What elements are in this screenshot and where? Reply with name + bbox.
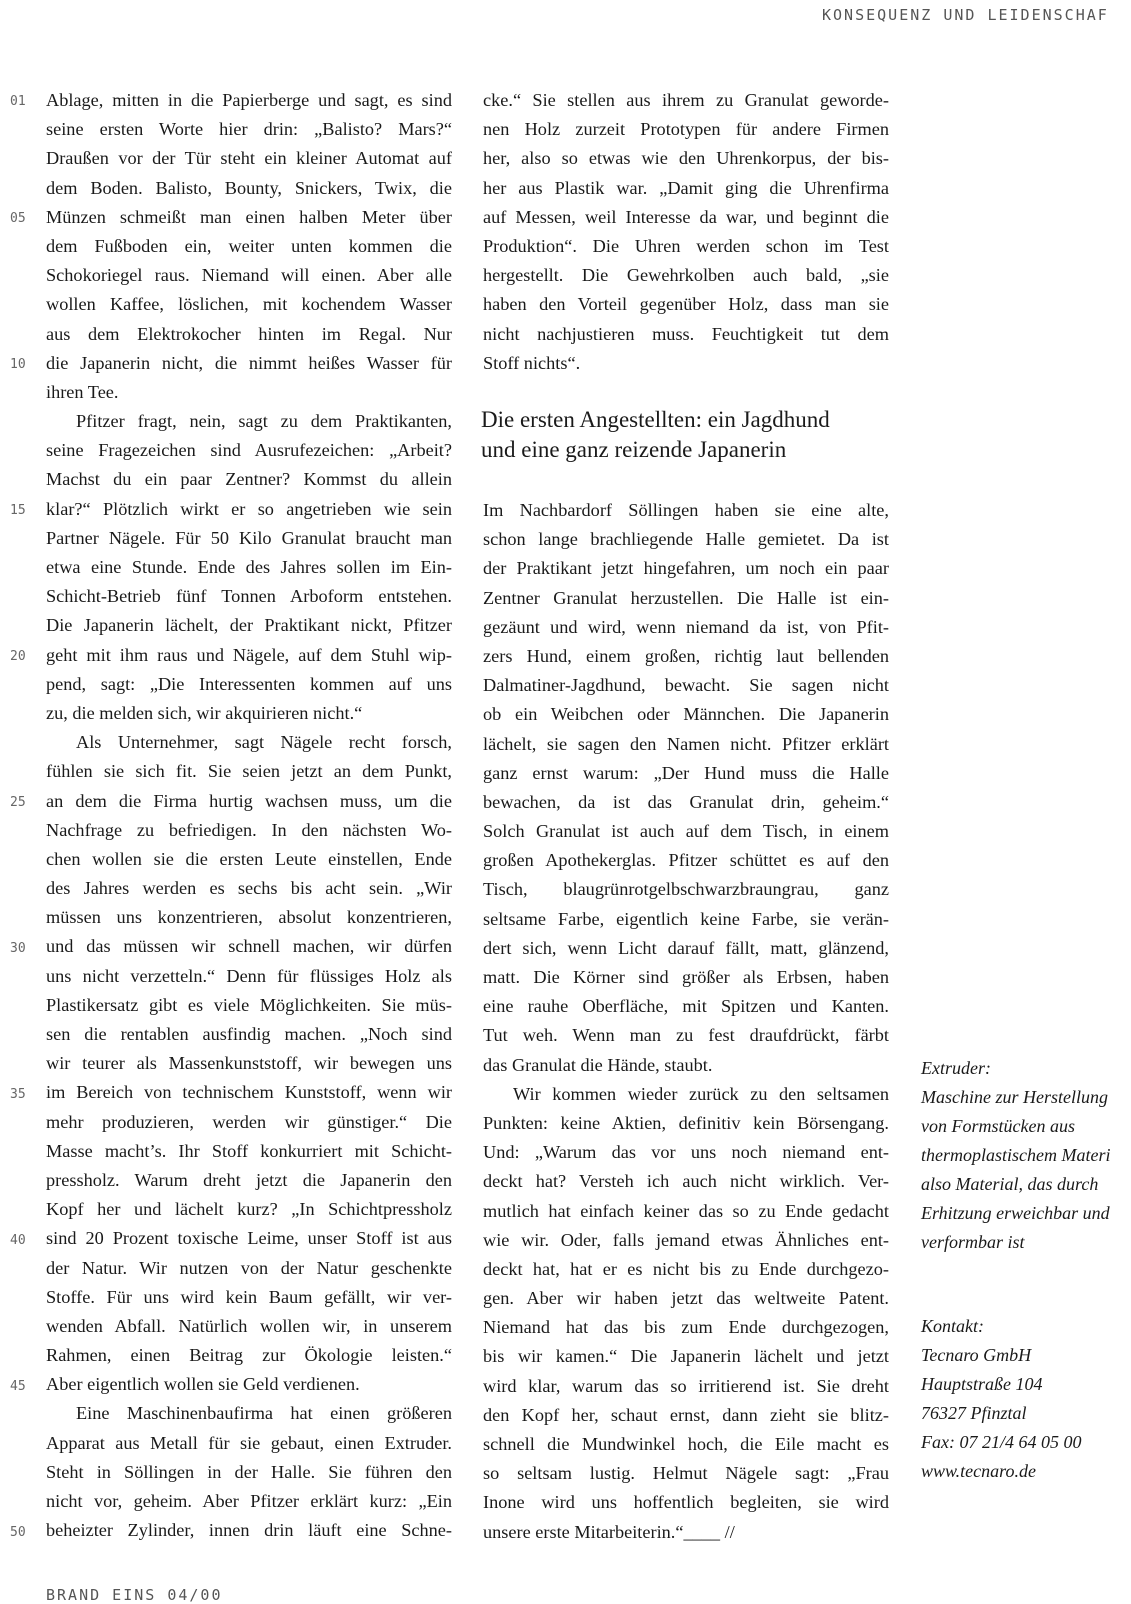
text-line: etwa eine Stunde. Ende des Jahres sollen im Ein- (46, 557, 452, 577)
text-line: Die Japanerin lächelt, der Praktikant nickt, Pfitzer (46, 615, 452, 636)
sidebar-line: verformbar ist (921, 1232, 1025, 1252)
sidebar-line: Erhitzung erweichbar und (921, 1203, 1110, 1223)
text-line: Schokoriegel raus. Niemand will einen. Aber alle (46, 265, 452, 286)
text-line: Zentner Granulat herzustellen. Die Halle ist ein- (483, 587, 889, 608)
text-line: Solch Granulat ist auch auf dem Tisch, in einem (483, 821, 889, 842)
text-line: chen wollen sie die ersten Leute einstellen, Ende (46, 848, 452, 869)
text-line: schon lange brachliegende Halle gemietet. Da ist (483, 529, 889, 550)
sidebar-line: von Formstücken aus (921, 1116, 1075, 1136)
text-line: auf Messen, weil Interesse da war, und beginnt die (483, 206, 889, 227)
sidebar-line: Fax: 07 21/4 64 05 00 (921, 1432, 1082, 1452)
text-line: Inone wird uns hoffentlich begleiten, sie wird (483, 1492, 889, 1513)
text-line: Stoffe. Für uns wird kein Baum gefällt, wir ver- (46, 1286, 452, 1307)
text-line: nicht nachjustieren muss. Feuchtigkeit tut dem (483, 323, 889, 344)
text-line: Partner Nägele. Für 50 Kilo Granulat braucht man (46, 527, 452, 548)
article-column-left (46, 86, 452, 1545)
text-line: aus dem Elektrokocher hinten im Regal. Nur (46, 323, 452, 344)
text-line: bis wir kamen.“ Die Japanerin lächelt und jetzt (483, 1346, 889, 1367)
text-line: ihren Tee. (46, 381, 119, 402)
text-line: Niemand hat das bis zum Ende durchgezogen, (483, 1317, 889, 1338)
text-line: Aber eigentlich wollen sie Geld verdienen. (46, 1374, 360, 1395)
line-number: 10 (10, 357, 26, 372)
text-line: Draußen vor der Tür steht ein kleiner Automat auf (46, 148, 452, 169)
text-line: des Jahres werden es sechs bis acht sein. „Wir (46, 878, 452, 899)
sidebar-contact-info (921, 1312, 1131, 1486)
text-line: dert sich, wenn Licht darauf fällt, matt, glänzend, (483, 937, 889, 958)
text-line: den Kopf her, schaut ernst, dann zieht sie blitz- (483, 1404, 889, 1425)
page-footer: BRAND EINS 04/00 (46, 1586, 223, 1604)
text-line: fühlen sie sich fit. Sie seien jetzt an dem Punkt, (46, 761, 452, 782)
sidebar-line: www.tecnaro.de (921, 1461, 1036, 1481)
text-line: Stoff nichts“. (483, 352, 581, 373)
text-line: Schicht-Betrieb fünf Tonnen Arboform entstehen. (46, 586, 452, 607)
text-line: Nachfrage zu befriedigen. In den nächsten Wo- (46, 819, 452, 840)
text-line: gezäunt und wird, wenn niemand da ist, von Pfit- (483, 616, 889, 637)
line-number-gutter (0, 0, 40, 1600)
sidebar-line: Extruder: (921, 1058, 991, 1078)
text-line: zu, die melden sich, wir akquirieren nicht.“ (46, 702, 363, 723)
text-line: Dalmatiner-Jagdhund, bewacht. Sie sagen nicht (483, 675, 889, 696)
text-line: die Japanerin nicht, die nimmt heißes Wasser für (46, 352, 452, 373)
line-number: 50 (10, 1525, 26, 1540)
line-number: 15 (10, 503, 26, 518)
text-line: Punkten: keine Aktien, definitiv kein Börsengang. (483, 1112, 889, 1133)
article-column-right-top (483, 86, 889, 378)
text-line: wie wir. Oder, falls jemand etwas Ähnliches ent- (483, 1229, 889, 1250)
text-line: das Granulat die Hände, staubt. (483, 1054, 713, 1075)
text-line: klar?“ Plötzlich wirkt er so angetrieben wie sein (46, 498, 452, 519)
sidebar-line: Hauptstraße 104 (921, 1374, 1043, 1394)
subheading-line: und eine ganz reizende Japanerin (481, 437, 787, 462)
text-line: Apparat aus Metall für sie gebaut, einen Extruder. (46, 1432, 452, 1453)
text-line: lächelt, sie sagen den Namen nicht. Pfitzer erklärt (483, 733, 889, 754)
text-line: Tisch, blaugrünrotgelbschwarzbraungrau, ganz (483, 879, 889, 900)
text-line: nen Holz zurzeit Prototypen für andere Firmen (483, 119, 889, 140)
line-number: 40 (10, 1233, 26, 1248)
sidebar-line: Kontakt: (921, 1316, 984, 1336)
text-line: Pfitzer fragt, nein, sagt zu dem Praktikanten, (76, 411, 452, 432)
text-line: deckt hat? Versteh ich auch nicht wirklich. Ver- (483, 1171, 889, 1192)
text-line: zers Hund, einem großen, richtig laut bellenden (483, 645, 889, 666)
text-line: sen die rentablen ausfindig machen. „Noch sind (46, 1024, 452, 1044)
text-line: Tut weh. Wenn man zu fest draufdrückt, färbt (483, 1025, 889, 1046)
article-column-right-bottom (483, 496, 889, 1547)
text-line: mutlich hat einfach keiner das so zu Ende gedacht (483, 1200, 889, 1221)
text-line: Machst du ein paar Zentner? Kommst du allein (46, 469, 452, 490)
text-line: Und: „Warum das vor uns noch niemand ent- (483, 1142, 889, 1163)
text-line: geht mit ihm raus und Nägele, auf dem Stuhl wip- (46, 644, 452, 665)
running-header: KONSEQUENZ UND LEIDENSCHAF (822, 6, 1109, 24)
line-number: 01 (10, 94, 26, 109)
text-line: gen. Aber wir haben jetzt das weltweite Patent. (483, 1288, 889, 1309)
line-number: 25 (10, 795, 26, 810)
text-line: Kopf her und lächelt kurz? „In Schichtpressholz (46, 1199, 452, 1220)
text-line: Steht in Söllingen in der Halle. Sie führen den (46, 1461, 452, 1482)
text-line: wenden Abfall. Natürlich wollen wir, in unserem (46, 1315, 452, 1336)
text-line: mehr produzieren, werden wir günstiger.“ Die (46, 1111, 452, 1132)
text-line: haben den Vorteil gegenüber Holz, dass man sie (483, 294, 889, 315)
text-line: so seltsam lustig. Helmut Nägele sagt: „Frau (483, 1463, 889, 1484)
text-line: der Praktikant jetzt hingefahren, um noch ein paar (483, 558, 889, 579)
sidebar-line: also Material, das durch (921, 1174, 1099, 1194)
text-line: ob ein Weibchen oder Männchen. Die Japanerin (483, 704, 889, 725)
line-number: 20 (10, 649, 26, 664)
line-number: 05 (10, 211, 26, 226)
text-line: Ablage, mitten in die Papierberge und sagt, es sind (46, 90, 452, 110)
text-line: seine Fragezeichen sind Ausrufezeichen: „Arbeit? (46, 440, 452, 461)
text-line: dem Fußboden ein, weiter unten kommen die (46, 235, 452, 256)
text-line: Wir kommen wieder zurück zu den seltsamen (513, 1083, 889, 1104)
text-line: wir teurer als Massenkunststoff, wir bewegen uns (46, 1053, 452, 1074)
text-line: Masse macht’s. Ihr Stoff konkurriert mit Schicht- (46, 1140, 452, 1161)
text-line: wird klar, warum das so irritierend ist. Sie dreht (483, 1375, 889, 1396)
sidebar-line: Tecnaro GmbH (921, 1345, 1032, 1365)
text-line: sind 20 Prozent toxische Leime, unser Stoff ist aus (46, 1228, 452, 1249)
text-line: Als Unternehmer, sagt Nägele recht forsch, (76, 732, 452, 753)
text-line: her aus Plastik war. „Damit ging die Uhrenfirma (483, 177, 889, 198)
text-line: seltsame Farbe, eigentlich keine Farbe, sie verän- (483, 908, 889, 929)
text-line: beheizter Zylinder, innen drin läuft eine Schne- (46, 1520, 452, 1541)
text-line: nicht vor, geheim. Aber Pfitzer erklärt kurz: „Ein (46, 1491, 452, 1511)
text-line: pressholz. Warum dreht jetzt die Japanerin den (46, 1169, 452, 1190)
sidebar-line: 76327 Pfinztal (921, 1403, 1027, 1423)
text-line: hergestellt. Die Gewehrkolben auch bald, „sie (483, 265, 889, 286)
text-line: her, also so etwas wie den Uhrenkorpus, der bis- (483, 148, 889, 169)
text-line: Plastikersatz gibt es viele Möglichkeiten. Sie müs- (46, 994, 452, 1015)
text-line: dem Boden. Balisto, Bounty, Snickers, Twix, die (46, 177, 452, 198)
text-line: pend, sagt: „Die Interessenten kommen auf uns (46, 673, 452, 694)
text-line-end: unsere erste Mitarbeiterin.“____ // (483, 1521, 735, 1542)
sidebar-line: thermoplastischem Materi (921, 1145, 1111, 1165)
text-line: eine rauhe Oberfläche, mit Spitzen und Kanten. (483, 996, 889, 1017)
sidebar-line: Maschine zur Herstellung (921, 1087, 1108, 1107)
text-line: bewachen, da ist das Granulat drin, geheim.“ (483, 791, 889, 812)
section-subheading (481, 405, 901, 465)
text-line: müssen uns konzentrieren, absolut konzentrieren, (46, 907, 452, 928)
text-line: Produktion“. Die Uhren werden schon im Test (483, 235, 889, 256)
line-number: 30 (10, 941, 26, 956)
text-line: Münzen schmeißt man einen halben Meter über (46, 206, 452, 227)
text-line: Eine Maschinenbaufirma hat einen größeren (76, 1403, 452, 1424)
text-line: schnell die Mundwinkel hoch, die Eile macht es (483, 1434, 889, 1454)
sidebar-extruder-note (921, 1054, 1131, 1257)
text-line: seine ersten Worte hier drin: „Balisto? Mars?“ (46, 119, 452, 140)
text-line: matt. Die Körner sind größer als Erbsen, haben (483, 967, 889, 987)
text-line: Im Nachbardorf Söllingen haben sie eine alte, (483, 500, 889, 520)
text-line: deckt hat, hat er es nicht bis zu Ende durchgezo- (483, 1258, 889, 1279)
text-line: großen Apothekerglas. Pfitzer schüttet es auf den (483, 850, 889, 871)
text-line: wollen Kaffee, löslichen, mit kochendem Wasser (46, 294, 452, 315)
text-line: der Natur. Wir nutzen von der Natur geschenkte (46, 1257, 452, 1278)
text-line: im Bereich von technischem Kunststoff, wenn wir (46, 1082, 452, 1103)
text-line: ganz ernst warum: „Der Hund muss die Halle (483, 762, 889, 783)
text-line: cke.“ Sie stellen aus ihrem zu Granulat geworde- (483, 90, 889, 110)
text-line: Rahmen, einen Beitrag zur Ökologie leisten.“ (46, 1345, 452, 1366)
text-line: und das müssen wir schnell machen, wir dürfen (46, 936, 452, 957)
subheading-line: Die ersten Angestellten: ein Jagdhund (481, 407, 830, 432)
line-number: 45 (10, 1379, 26, 1394)
text-line: uns nicht verzetteln.“ Denn für flüssiges Holz als (46, 965, 452, 986)
text-line: an dem die Firma hurtig wachsen muss, um die (46, 790, 452, 811)
line-number: 35 (10, 1087, 26, 1102)
